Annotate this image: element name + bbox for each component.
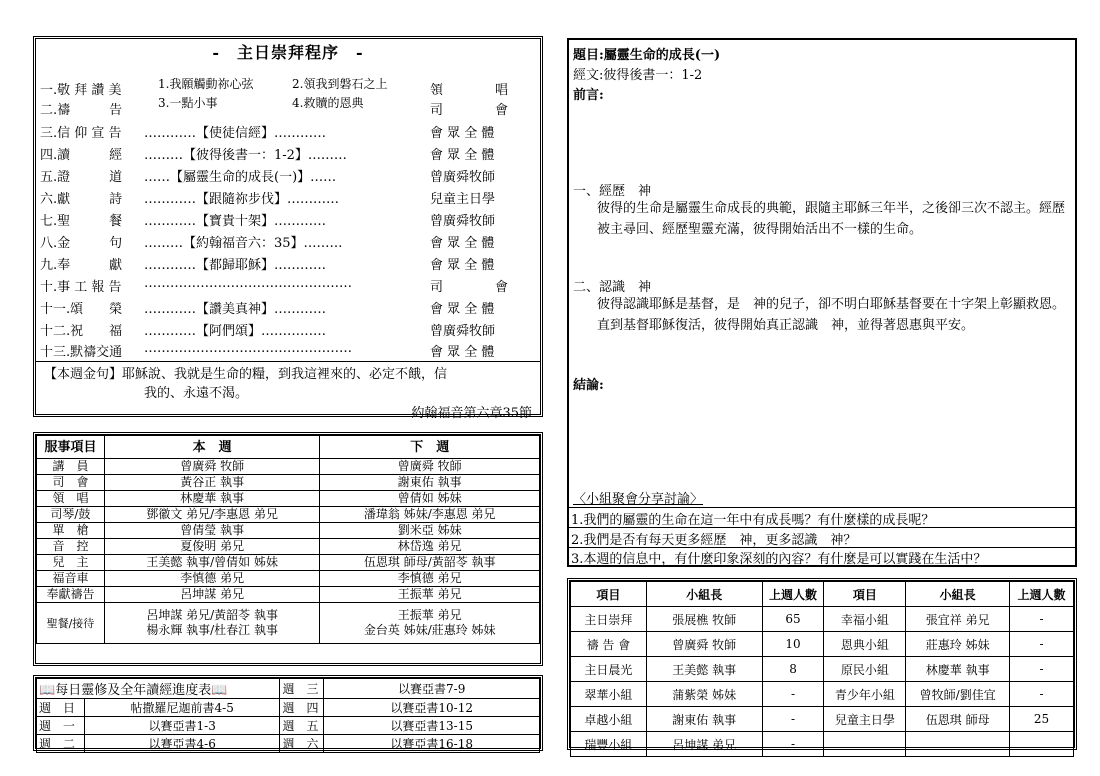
program-who: 曾廣舜牧師 xyxy=(430,170,496,185)
header-cell: 上週人數 xyxy=(1010,582,1074,607)
cell: 張展樵 牧師 xyxy=(646,607,762,632)
program-content: ………【彼得後書一：1-2】……… xyxy=(144,148,347,163)
cell: 林岱逸 弟兄 xyxy=(320,539,540,555)
point1-title: 一、經歷 神 xyxy=(573,184,652,199)
discussion-q1: 1.我們的屬靈的生命在這一年中有成長嗎？有什麼樣的成長呢？ xyxy=(571,513,935,528)
table-row xyxy=(571,657,1074,682)
cell: 呂坤謀 弟兄 xyxy=(104,587,320,603)
program-item xyxy=(40,232,538,252)
point2-title: 二、認識 神 xyxy=(573,280,652,295)
cell: - xyxy=(1010,682,1074,707)
cell: 以賽亞書16-18 xyxy=(324,735,540,753)
program-label: 五.證 道 xyxy=(40,170,123,185)
header-cell: 項目 xyxy=(824,582,906,607)
song-3: 3.一點小事 xyxy=(158,96,218,110)
point2-body: 彼得認識耶穌是基督，是 神的兒子，卻不明白耶穌基督要在十字架上彰顯救恩。直到基督耶穌復活，彼得開始真正認識 神，並得著恩惠與平安。 xyxy=(597,297,1066,333)
program-label: 四.讀 經 xyxy=(40,148,123,163)
cell: 週 一 xyxy=(37,717,85,735)
table-row xyxy=(571,732,1074,757)
program-label: 七.聖 餐 xyxy=(40,214,123,229)
table-row xyxy=(571,682,1074,707)
cell: 兒童主日學 xyxy=(824,707,906,732)
table-row xyxy=(37,491,540,507)
program-content: …………【使徒信經】………… xyxy=(144,126,327,141)
cell: 禱 告 會 xyxy=(571,632,647,657)
program-who: 會 眾 全 體 xyxy=(430,258,495,273)
header-cell: 本 週 xyxy=(104,436,320,459)
cell: 夏俊明 弟兄 xyxy=(104,539,320,555)
table-header-row xyxy=(37,436,540,459)
program-label: 十三.默禱交通 xyxy=(40,345,123,360)
table-row xyxy=(571,632,1074,657)
program-who: 兒童主日學 xyxy=(430,192,496,207)
cell: 福音車 xyxy=(37,571,105,587)
cell: 10 xyxy=(762,632,824,657)
program-item xyxy=(40,188,538,208)
cell: 蒲紫榮 姊妹 xyxy=(646,682,762,707)
cell: 謝東佑 執事 xyxy=(320,475,540,491)
reading-title-cell xyxy=(37,679,280,699)
table-row xyxy=(37,735,540,753)
cell: 伍恩琪 師母 xyxy=(906,707,1010,732)
cell: 曾牧師/劉佳宜 xyxy=(906,682,1010,707)
cell xyxy=(824,732,906,757)
program-item xyxy=(40,298,538,318)
cell: 恩典小組 xyxy=(824,632,906,657)
program-item xyxy=(40,320,538,340)
table-row xyxy=(37,555,540,571)
program-who: 會 眾 全 體 xyxy=(430,126,495,141)
song-1: 1.我願觸動祢心弦 xyxy=(158,77,254,91)
cell: 謝東佑 執事 xyxy=(646,707,762,732)
book-icon: 📖 xyxy=(211,683,228,698)
groups-table xyxy=(570,581,1074,757)
cell: - xyxy=(1010,657,1074,682)
cell: 單 槍 xyxy=(37,523,105,539)
cell: 以賽亞書13-15 xyxy=(324,717,540,735)
cell: 青少年小組 xyxy=(824,682,906,707)
cell: 以賽亞書1-3 xyxy=(84,717,280,735)
cell: 鄧徽文 弟兄/李惠恩 弟兄 xyxy=(104,507,320,523)
cell xyxy=(1010,732,1074,757)
program-content: ……【屬靈生命的成長(一)】…… xyxy=(144,170,337,185)
cell xyxy=(906,732,1010,757)
program-who: 曾廣舜牧師 xyxy=(430,214,496,229)
cell: - xyxy=(762,707,824,732)
program-content: ………………………………………… xyxy=(144,276,352,291)
program-label: 十二.祝 福 xyxy=(40,324,123,339)
program-content: …………【讚美真神】………… xyxy=(144,302,327,317)
worship-program xyxy=(33,36,543,421)
program-content: …………【阿們頌】…………… xyxy=(144,324,327,339)
cell: 兒 主 xyxy=(37,555,105,571)
cell: 主日崇拜 xyxy=(571,607,647,632)
sermon-notes xyxy=(567,38,1077,567)
weekly-verse: 【本週金句】耶穌說、我就是生命的糧，到我這裡來的、必定不餓，信 xyxy=(44,367,448,382)
program-label: 一.敬 拜 讚 美 xyxy=(40,83,122,98)
header-cell: 小組長 xyxy=(906,582,1010,607)
program-label: 十一.頌 榮 xyxy=(40,302,123,317)
header-cell: 小組長 xyxy=(646,582,762,607)
cell: 王美懿 執事 xyxy=(646,657,762,682)
program-item xyxy=(40,144,538,164)
reading-table xyxy=(36,678,540,753)
cell: 領 唱 xyxy=(37,491,105,507)
cell: 以賽亞書4-6 xyxy=(84,735,280,753)
table-row xyxy=(37,679,540,699)
cell: 週 日 xyxy=(37,699,85,717)
cell: 潘瑋翁 姊妹/李惠恩 弟兄 xyxy=(320,507,540,523)
program-label: 八.金 句 xyxy=(40,236,123,251)
point1-body: 彼得的生命是屬靈生命成長的典範，跟隨主耶穌三年半，之後卻三次不認主。經歷被主尋回、經歷聖靈充滿，彼得開始活出不一樣的生命。 xyxy=(597,201,1066,237)
table-row xyxy=(37,475,540,491)
sermon-intro: 前言: xyxy=(573,88,604,103)
table-row xyxy=(571,607,1074,632)
program-item xyxy=(40,254,538,274)
verse-reference: 約翰福音第六章35節 xyxy=(411,406,532,421)
table-row xyxy=(37,587,540,603)
cell-line: 金台英 姊妹/莊惠玲 姊妹 xyxy=(363,623,496,637)
program-content: …………【跟隨祢步伐】………… xyxy=(144,192,340,207)
cell: 張宜祥 弟兄 xyxy=(906,607,1010,632)
group-attendance xyxy=(567,578,1077,750)
cell-line: 楊永輝 執事/杜春江 執事 xyxy=(146,623,278,637)
service-table xyxy=(36,435,540,644)
cell: 以賽亞書10-12 xyxy=(324,699,540,717)
cell: 林慶華 執事 xyxy=(906,657,1010,682)
discussion-q3: 3.本週的信息中，有什麼印象深刻的內容？有什麼是可以實踐在生活中？ xyxy=(571,552,987,567)
program-item xyxy=(40,122,538,142)
song-list xyxy=(158,75,388,92)
table-row xyxy=(37,507,540,523)
cell: 林慶華 執事 xyxy=(104,491,320,507)
program-who: 曾廣舜牧師 xyxy=(430,324,496,339)
program-who: 領 唱 xyxy=(430,83,509,98)
cell: 司 會 xyxy=(37,475,105,491)
sermon-topic: 題目:屬靈生命的成長(一) xyxy=(573,48,721,63)
cell: 王振華 弟兄 xyxy=(320,587,540,603)
program-who: 司 會 xyxy=(430,103,509,118)
sermon-scripture: 經文:彼得後書一：1-2 xyxy=(573,68,703,83)
cell: - xyxy=(1010,607,1074,632)
program-item xyxy=(40,166,538,186)
cell: 以賽亞書7-9 xyxy=(324,679,540,699)
table-row xyxy=(37,699,540,717)
cell: 李慎德 弟兄 xyxy=(104,571,320,587)
table-row xyxy=(571,707,1074,732)
service-roster xyxy=(33,432,543,666)
discussion-title: 〈小組聚會分享討論〉 xyxy=(573,492,704,507)
cell: - xyxy=(762,682,824,707)
cell: 翠華小組 xyxy=(571,682,647,707)
cell-line: 呂坤謀 弟兄/黃韶苓 執事 xyxy=(146,608,278,622)
header-cell: 項目 xyxy=(571,582,647,607)
reading-title: 每日靈修及全年讀經進度表 xyxy=(55,683,212,698)
cell: 帖撒羅尼迦前書4-5 xyxy=(84,699,280,717)
cell: 幸福小組 xyxy=(824,607,906,632)
cell: 曾廣舜 牧師 xyxy=(646,632,762,657)
cell: 主日晨光 xyxy=(571,657,647,682)
table-header-row xyxy=(571,582,1074,607)
program-item xyxy=(40,99,538,119)
program-item xyxy=(40,341,538,361)
header-cell: 下 週 xyxy=(320,436,540,459)
program-label: 十.事 工 報 告 xyxy=(40,280,122,295)
program-label: 三.信 仰 宣 告 xyxy=(40,126,122,141)
program-who: 會 眾 全 體 xyxy=(430,345,495,360)
sermon-conclusion: 結論: xyxy=(573,378,604,393)
divider xyxy=(36,361,540,362)
cell: 65 xyxy=(762,607,824,632)
table-row xyxy=(37,459,540,475)
cell-line: 王振華 弟兄 xyxy=(397,608,462,622)
program-label: 二.禱 告 xyxy=(40,103,123,118)
program-item xyxy=(40,210,538,230)
cell: 週 六 xyxy=(280,735,324,753)
cell: 劉米亞 姊妹 xyxy=(320,523,540,539)
cell: 週 四 xyxy=(280,699,324,717)
cell: 25 xyxy=(1010,707,1074,732)
cell: 曾倩瑩 執事 xyxy=(104,523,320,539)
program-who: 司 會 xyxy=(430,280,509,295)
table-row xyxy=(37,603,540,644)
discussion-q2: 2.我們是否有每天更多經歷 神，更多認識 神？ xyxy=(571,533,857,548)
cell: 8 xyxy=(762,657,824,682)
cell: 王美懿 執事/曾倩如 姊妹 xyxy=(104,555,320,571)
reading-plan xyxy=(33,675,543,751)
table-row xyxy=(37,539,540,555)
program-label: 九.奉 獻 xyxy=(40,258,123,273)
program-content: ………………………………………… xyxy=(144,341,352,356)
header-cell: 服事項目 xyxy=(37,436,105,459)
cell: 週 三 xyxy=(280,679,324,699)
header-cell: 上週人數 xyxy=(762,582,824,607)
table-row xyxy=(37,717,540,735)
cell: 呂坤謀 弟兄 xyxy=(646,732,762,757)
program-who: 會 眾 全 體 xyxy=(430,148,495,163)
program-title: - 主日崇拜程序 - xyxy=(212,43,364,62)
program-item xyxy=(40,276,538,296)
cell: 週 二 xyxy=(37,735,85,753)
song-list xyxy=(158,94,364,111)
cell: - xyxy=(1010,632,1074,657)
program-item xyxy=(40,79,538,99)
program-who: 會 眾 全 體 xyxy=(430,302,495,317)
song-2: 2.領我到磐石之上 xyxy=(292,77,388,91)
weekly-verse-cont: 我的、永遠不渴。 xyxy=(144,386,249,401)
cell: 週 五 xyxy=(280,717,324,735)
program-content: ………【約翰福音六：35】……… xyxy=(144,236,343,251)
program-content: …………【寶貴十架】………… xyxy=(144,214,327,229)
table-row xyxy=(37,571,540,587)
program-content: …………【都歸耶穌】………… xyxy=(144,258,327,273)
table-row xyxy=(37,523,540,539)
cell: 瑞豐小組 xyxy=(571,732,647,757)
cell: 原民小組 xyxy=(824,657,906,682)
cell: 講 員 xyxy=(37,459,105,475)
cell: 音 控 xyxy=(37,539,105,555)
cell: 曾廣舜 牧師 xyxy=(104,459,320,475)
cell: 曾廣舜 牧師 xyxy=(320,459,540,475)
cell: 莊惠玲 姊妹 xyxy=(906,632,1010,657)
cell: 黃谷正 執事 xyxy=(104,475,320,491)
cell: 李慎德 弟兄 xyxy=(320,571,540,587)
cell: 聖餐/接待 xyxy=(37,603,105,644)
cell: 曾倩如 姊妹 xyxy=(320,491,540,507)
cell: 卓越小組 xyxy=(571,707,647,732)
cell: 伍恩琪 師母/黃韶苓 執事 xyxy=(320,555,540,571)
book-icon: 📖 xyxy=(39,683,56,698)
cell: 奉獻禱告 xyxy=(37,587,105,603)
cell: - xyxy=(762,732,824,757)
cell: 司琴/鼓 xyxy=(37,507,105,523)
program-label: 六.獻 詩 xyxy=(40,192,123,207)
song-4: 4.救贖的恩典 xyxy=(292,96,364,110)
program-who: 會 眾 全 體 xyxy=(430,236,495,251)
